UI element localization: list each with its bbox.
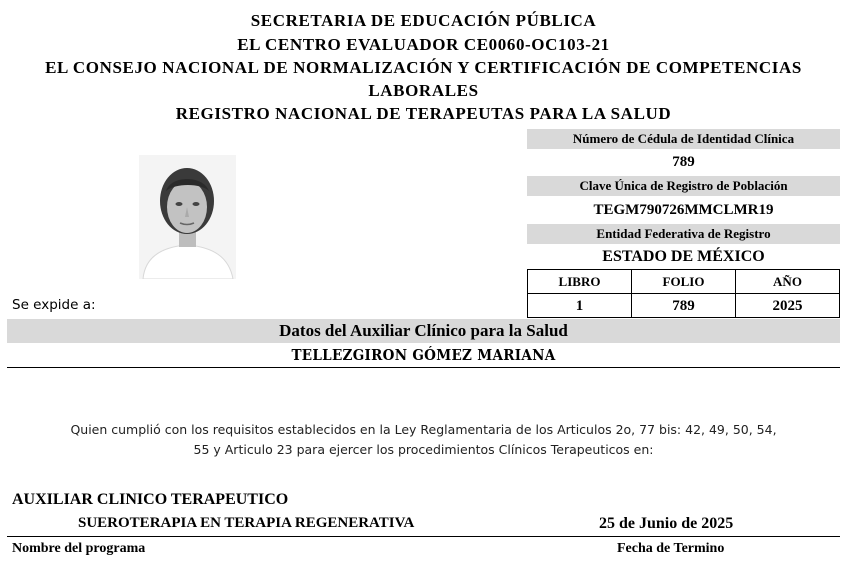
holder-name: TELLEZGIRON GÓMEZ MARIANA [291, 346, 556, 364]
statement-line-2: 55 y Articulo 23 para ejercer los procedimientos Clínicos Terapeuticos en: [193, 442, 654, 457]
registry-table [527, 269, 840, 318]
header-line-1: SECRETARIA DE EDUCACIÓN PÚBLICA [250, 11, 597, 30]
header-line-5: REGISTRO NACIONAL DE TERAPEUTAS PARA LA SALUD [175, 104, 672, 123]
libro-header: LIBRO [528, 270, 632, 294]
header-line-2: EL CENTRO EVALUADOR CE0060-OC103-21 [237, 35, 610, 54]
folio-value: 789 [632, 294, 736, 318]
issued-to-label: Se expide a: [12, 297, 96, 313]
section-title: Datos del Auxiliar Clínico para la Salud [7, 319, 840, 343]
curp-label: Clave Única de Registro de Población [527, 176, 840, 196]
program-title: AUXILIAR CLINICO TERAPEUTICO [12, 491, 289, 508]
portrait-image [139, 155, 236, 279]
anio-header: AÑO [736, 270, 840, 294]
folio-header: FOLIO [632, 270, 736, 294]
curp-value: TEGM790726MMCLMR19 [593, 202, 774, 218]
program-divider [7, 536, 840, 537]
person-photo [139, 155, 236, 279]
header-line-4: LABORALES [368, 81, 479, 100]
anio-value: 2025 [736, 294, 840, 318]
program-name-label: Nombre del programa [12, 541, 146, 556]
header-line-3: EL CONSEJO NACIONAL DE NORMALIZACIÓN Y CERTIFICACIÓN DE COMPETENCIAS [45, 58, 802, 77]
cedula-value: 789 [672, 154, 695, 170]
cedula-label: Número de Cédula de Identidad Clínica [527, 129, 840, 149]
program-subtitle: SUEROTERAPIA EN TERAPIA REGENERATIVA [78, 515, 415, 531]
entidad-value: ESTADO DE MÉXICO [602, 248, 765, 265]
statement-line-1: Quien cumplió con los requisitos establecidos en la Ley Reglamentaria de los Articulos 2o, 77 bis: 42, 49, 50, 54, [70, 422, 777, 437]
name-divider [7, 367, 840, 368]
libro-value: 1 [528, 294, 632, 318]
completion-date-label: Fecha de Termino [617, 541, 725, 556]
completion-date: 25 de Junio de 2025 [599, 515, 734, 532]
entidad-label: Entidad Federativa de Registro [527, 224, 840, 244]
